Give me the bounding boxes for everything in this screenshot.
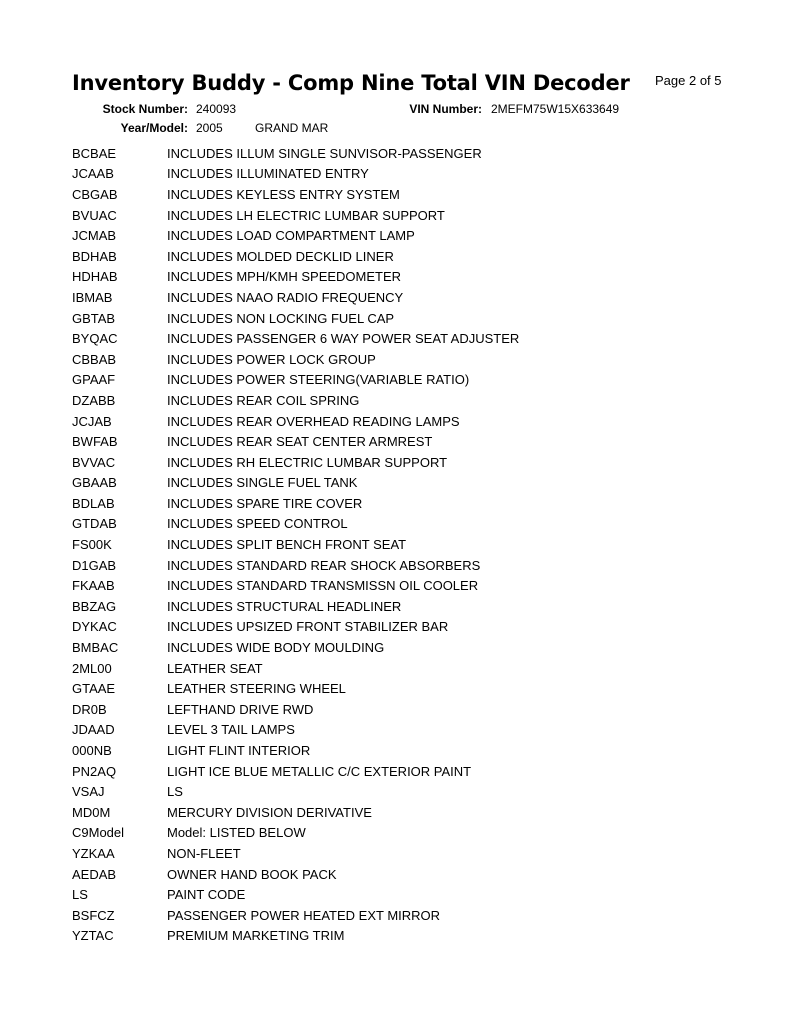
option-code: JCMAB: [72, 228, 117, 244]
stock-number-label: Stock Number:: [102, 102, 188, 116]
option-code: BCBAE: [72, 145, 117, 161]
option-description: INCLUDES ILLUMINATED ENTRY: [167, 166, 369, 182]
option-code: DR0B: [72, 701, 107, 717]
code-row: [72, 267, 519, 288]
option-code: JCAAB: [72, 166, 114, 182]
option-description: INCLUDES NON LOCKING FUEL CAP: [167, 310, 395, 326]
option-description: INCLUDES REAR SEAT CENTER ARMREST: [167, 434, 433, 450]
code-row: [72, 843, 519, 864]
code-row: [72, 617, 519, 638]
option-description: LIGHT FLINT INTERIOR: [167, 743, 311, 759]
option-code: 000NB: [72, 743, 112, 759]
code-row: [72, 781, 519, 802]
code-row: [72, 637, 519, 658]
option-code: YZTAC: [72, 928, 114, 944]
option-description: INCLUDES PASSENGER 6 WAY POWER SEAT ADJUSTER: [167, 331, 520, 347]
option-code: GBTAB: [72, 310, 116, 326]
option-description: INCLUDES MPH/KMH SPEEDOMETER: [167, 269, 402, 285]
code-row: [72, 205, 519, 226]
option-code: BMBAC: [72, 640, 119, 656]
option-description: INCLUDES LH ELECTRIC LUMBAR SUPPORT: [167, 207, 445, 223]
option-code: BVUAC: [72, 207, 117, 223]
option-description: INCLUDES RH ELECTRIC LUMBAR SUPPORT: [167, 454, 448, 470]
vin-number-value: 2MEFM75W15X633649: [491, 102, 620, 116]
option-code: 2ML00: [72, 660, 112, 676]
option-description: LS: [167, 784, 183, 800]
option-code: CBBAB: [72, 351, 117, 367]
code-row: [72, 452, 519, 473]
option-description: INCLUDES REAR OVERHEAD READING LAMPS: [167, 413, 460, 429]
code-row: [72, 184, 519, 205]
code-row: [72, 514, 519, 535]
option-description: INCLUDES SPEED CONTROL: [167, 516, 348, 532]
option-description: INCLUDES KEYLESS ENTRY SYSTEM: [167, 186, 400, 202]
code-row: [72, 823, 519, 844]
code-row: [72, 308, 519, 329]
code-row: [72, 390, 519, 411]
option-description: INCLUDES POWER STEERING(VARIABLE RATIO): [167, 372, 470, 388]
code-row: [72, 699, 519, 720]
code-row: [72, 349, 519, 370]
code-row: [72, 740, 519, 761]
option-description: PAINT CODE: [167, 887, 246, 903]
option-code: HDHAB: [72, 269, 118, 285]
year-model-label: Year/Model:: [120, 121, 188, 135]
option-code: DYKAC: [72, 619, 117, 635]
option-code: BDHAB: [72, 248, 117, 264]
code-row: [72, 884, 519, 905]
option-description: INCLUDES STANDARD TRANSMISSN OIL COOLER: [167, 578, 479, 594]
option-code: YZKAA: [72, 845, 115, 861]
option-description: LEVEL 3 TAIL LAMPS: [167, 722, 295, 738]
code-row: [72, 431, 519, 452]
year-value: 2005: [196, 121, 223, 135]
option-code: MD0M: [72, 804, 111, 820]
code-row: [72, 225, 519, 246]
option-description: MERCURY DIVISION DERIVATIVE: [167, 804, 372, 820]
option-code: AEDAB: [72, 866, 117, 882]
code-row: [72, 534, 519, 555]
option-code: DZABB: [72, 392, 116, 408]
option-code: BSFCZ: [72, 907, 115, 923]
code-row: [72, 926, 519, 947]
code-row: [72, 864, 519, 885]
vin-number-label: VIN Number:: [409, 102, 482, 116]
code-row: [72, 164, 519, 185]
option-description: Model: LISTED BELOW: [167, 825, 306, 841]
page-number: Page 2 of 5: [655, 73, 722, 88]
stock-number-value: 240093: [196, 102, 237, 116]
option-code: CBGAB: [72, 186, 118, 202]
option-code: FKAAB: [72, 578, 115, 594]
option-description: INCLUDES ILLUM SINGLE SUNVISOR-PASSENGER: [167, 145, 482, 161]
option-code: GPAAF: [72, 372, 116, 388]
code-row: [72, 473, 519, 494]
option-code: LS: [72, 887, 88, 903]
option-description: LIGHT ICE BLUE METALLIC C/C EXTERIOR PAINT: [167, 763, 472, 779]
code-row: [72, 761, 519, 782]
option-description: INCLUDES STANDARD REAR SHOCK ABSORBERS: [167, 557, 481, 573]
option-code: GTDAB: [72, 516, 117, 532]
option-code: JCJAB: [72, 413, 112, 429]
option-code: BYQAC: [72, 331, 118, 347]
option-description: INCLUDES REAR COIL SPRING: [167, 392, 360, 408]
code-row: [72, 555, 519, 576]
option-code: JDAAD: [72, 722, 115, 738]
option-description: INCLUDES POWER LOCK GROUP: [167, 351, 376, 367]
option-description: INCLUDES SPARE TIRE COVER: [167, 495, 363, 511]
code-row: [72, 493, 519, 514]
option-description: INCLUDES LOAD COMPARTMENT LAMP: [167, 228, 415, 244]
code-row: [72, 678, 519, 699]
code-row: [72, 143, 519, 164]
option-description: INCLUDES WIDE BODY MOULDING: [167, 640, 385, 656]
option-code: BDLAB: [72, 495, 115, 511]
code-row: [72, 658, 519, 679]
document-title: Inventory Buddy - Comp Nine Total VIN Decoder: [72, 71, 630, 95]
code-row: [72, 328, 519, 349]
option-description: LEATHER STEERING WHEEL: [167, 681, 346, 697]
option-code: IBMAB: [72, 289, 113, 305]
option-description: INCLUDES UPSIZED FRONT STABILIZER BAR: [167, 619, 449, 635]
option-code-list: [72, 143, 519, 946]
option-description: INCLUDES MOLDED DECKLID LINER: [167, 248, 394, 264]
code-row: [72, 596, 519, 617]
option-code: FS00K: [72, 537, 112, 553]
option-description: PASSENGER POWER HEATED EXT MIRROR: [167, 907, 441, 923]
option-code: BWFAB: [72, 434, 118, 450]
option-code: D1GAB: [72, 557, 117, 573]
option-description: INCLUDES SINGLE FUEL TANK: [167, 475, 358, 491]
option-description: OWNER HAND BOOK PACK: [167, 866, 337, 882]
option-description: LEATHER SEAT: [167, 660, 263, 676]
option-description: INCLUDES NAAO RADIO FREQUENCY: [167, 289, 404, 305]
option-code: BBZAG: [72, 598, 117, 614]
option-code: VSAJ: [72, 784, 105, 800]
option-description: NON-FLEET: [167, 845, 241, 861]
code-row: [72, 802, 519, 823]
code-row: [72, 905, 519, 926]
model-value: GRAND MAR: [255, 121, 329, 135]
code-row: [72, 720, 519, 741]
code-row: [72, 287, 519, 308]
code-row: [72, 575, 519, 596]
option-description: INCLUDES SPLIT BENCH FRONT SEAT: [167, 537, 407, 553]
option-description: PREMIUM MARKETING TRIM: [167, 928, 345, 944]
option-code: BVVAC: [72, 454, 116, 470]
option-code: C9Model: [72, 825, 125, 841]
option-description: LEFTHAND DRIVE RWD: [167, 701, 314, 717]
option-description: INCLUDES STRUCTURAL HEADLINER: [167, 598, 402, 614]
code-row: [72, 370, 519, 391]
option-code: PN2AQ: [72, 763, 117, 779]
code-row: [72, 411, 519, 432]
code-row: [72, 246, 519, 267]
option-code: GBAAB: [72, 475, 117, 491]
option-code: GTAAE: [72, 681, 116, 697]
